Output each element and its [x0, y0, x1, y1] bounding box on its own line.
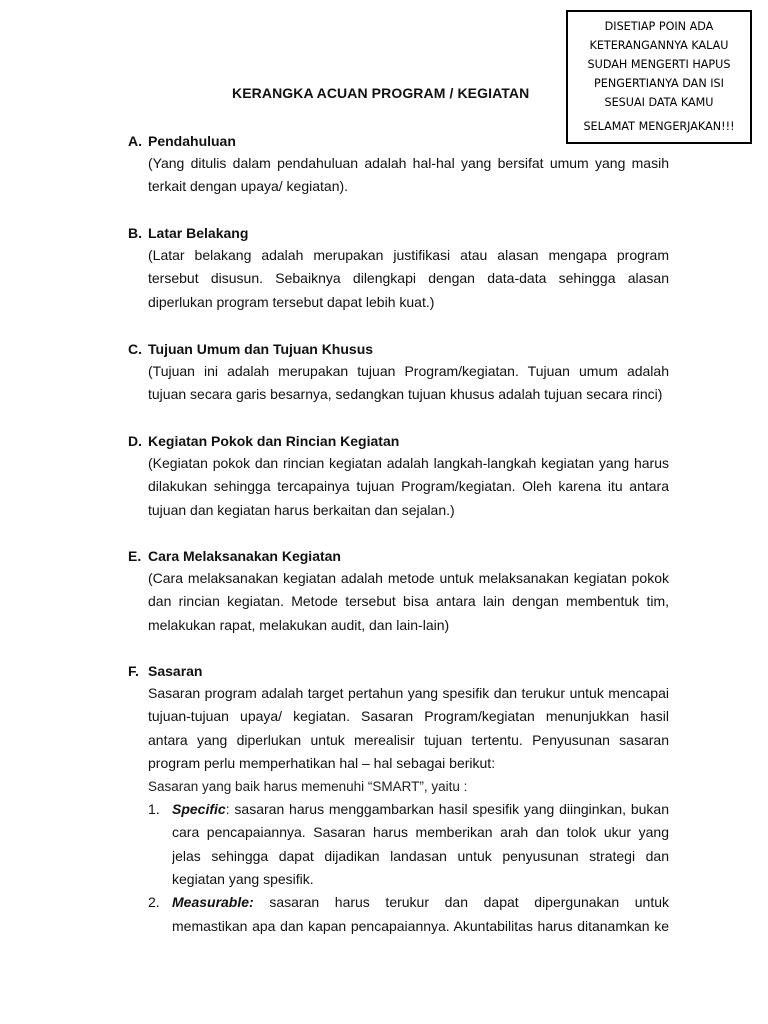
paragraph-line: memastikan apa dan kapan pencapaiannya. Akuntabilitas harus ditanamkan ke [172, 917, 669, 934]
document-title: KERANGKA ACUAN PROGRAM / KEGIATAN [232, 85, 530, 101]
paragraph-line: antara yang diperlukan untuk merealisir tujuan tertentu. Penyusunan sasaran [148, 731, 669, 748]
notice-line: DISETIAP POIN ADA [604, 20, 714, 33]
section-paragraph [148, 152, 669, 199]
section-kegiatan-pokok [128, 430, 669, 522]
paragraph-line: tujuan secara garis besarnya, sedangkan tujuan khusus adalah tujuan secara rinci) [148, 386, 663, 403]
section-sasaran [128, 660, 669, 938]
section-cara-melaksanakan [128, 545, 669, 637]
paragraph-line: Sasaran program adalah target pertahun yang spesifik dan terukur untuk mencapai [148, 685, 669, 701]
section-heading [128, 222, 669, 244]
notice-line: SUDAH MENGERTI HAPUS [587, 58, 731, 71]
list-number: 1. [148, 801, 160, 818]
term-definition: sasaran harus terukur dan dapat dipergunakan untuk [269, 894, 669, 911]
section-title: Kegiatan Pokok dan Rincian Kegiatan [148, 433, 400, 449]
section-title: Cara Melaksanakan Kegiatan [148, 548, 341, 564]
section-paragraph [148, 452, 669, 522]
section-letter: A. [128, 133, 142, 149]
notice-line: SESUAI DATA KAMU [604, 96, 714, 109]
paragraph-line: (Cara melaksanakan kegiatan adalah metode untuk melaksanakan kegiatan pokok [148, 570, 669, 586]
section-heading [128, 545, 669, 567]
paragraph-line: jelas sehingga dapat dijadikan landasan untuk penyusunan strategi dan [172, 847, 669, 864]
section-heading [128, 430, 669, 452]
section-title: Sasaran [148, 663, 203, 679]
section-heading [128, 130, 669, 152]
paragraph-line: (Tujuan ini adalah merupakan tujuan Program/kegiatan. Tujuan umum adalah [148, 363, 669, 379]
term-label: Measurable: [172, 894, 254, 911]
section-letter: E. [128, 548, 142, 564]
list-number: 2. [148, 894, 160, 911]
notice-closing: SELAMAT MENGERJAKAN!!! [583, 120, 735, 133]
section-letter: F. [128, 663, 139, 679]
paragraph-line: cara pencapaiannya. Sasaran harus memberikan arah dan tolok ukur yang [172, 824, 669, 841]
section-title: Tujuan Umum dan Tujuan Khusus [148, 341, 374, 357]
notice-line: PENGERTIANYA DAN ISI [594, 77, 724, 90]
paragraph-line: program perlu memperhatikan hal – hal sebagai berikut: [148, 754, 496, 771]
list-first-line [172, 891, 669, 914]
paragraph-line: diperlukan program tersebut dapat lebih kuat.) [148, 293, 435, 310]
paragraph-line: tujuan dan kegiatan harus berkaitan dan sejalan.) [148, 501, 455, 518]
paragraph-line: tujuan-tujuan upaya/ kegiatan. Sasaran Program/kegiatan menunjukkan hasil [148, 708, 669, 725]
section-title: Pendahuluan [148, 133, 236, 149]
term-definition: : sasaran harus menggambarkan hasil spesifik yang diinginkan, bukan [225, 801, 669, 818]
list-body [172, 798, 669, 891]
smart-intro: Sasaran yang baik harus memenuhi “SMART”, yaitu : [148, 779, 468, 795]
section-paragraph [148, 567, 669, 637]
section-letter: D. [128, 433, 142, 449]
section-paragraph [148, 682, 669, 775]
paragraph-line: (Kegiatan pokok dan rincian kegiatan adalah langkah-langkah kegiatan yang harus [148, 455, 669, 471]
notice-box [566, 10, 752, 144]
section-heading [128, 660, 669, 682]
section-letter: C. [128, 341, 142, 357]
term-label: Specific [172, 801, 226, 818]
list-body [172, 891, 669, 938]
paragraph-line: (Yang ditulis dalam pendahuluan adalah hal-hal yang bersifat umum yang masih [148, 155, 669, 171]
list-first-line [172, 798, 669, 821]
paragraph-line: dilakukan sehingga tercapainya tujuan Program/kegiatan. Oleh karena itu antara [148, 478, 669, 495]
paragraph-line: dan rincian kegiatan. Metode tersebut bisa antara lain dengan membentuk tim, [148, 593, 669, 610]
notice-line: KETERANGANNYA KALAU [589, 39, 729, 52]
list-item-specific [148, 798, 669, 891]
section-paragraph [148, 360, 669, 407]
paragraph-line: kegiatan yang spesifik. [172, 871, 314, 888]
section-heading [128, 338, 669, 360]
section-letter: B. [128, 225, 142, 241]
section-title: Latar Belakang [148, 225, 249, 241]
section-pendahuluan [128, 130, 669, 199]
paragraph-line: (Latar belakang adalah merupakan justifikasi atau alasan mengapa program [148, 247, 669, 263]
paragraph-line: tersebut disusun. Sebaiknya dilengkapi dengan data-data sehingga alasan [148, 270, 669, 287]
section-tujuan [128, 338, 669, 407]
list-item-measurable [148, 891, 669, 938]
section-latar-belakang [128, 222, 669, 314]
paragraph-line: terkait dengan upaya/ kegiatan). [148, 178, 349, 195]
paragraph-line: melakukan rapat, melakukan audit, dan lain-lain) [148, 616, 450, 633]
section-paragraph [148, 244, 669, 314]
